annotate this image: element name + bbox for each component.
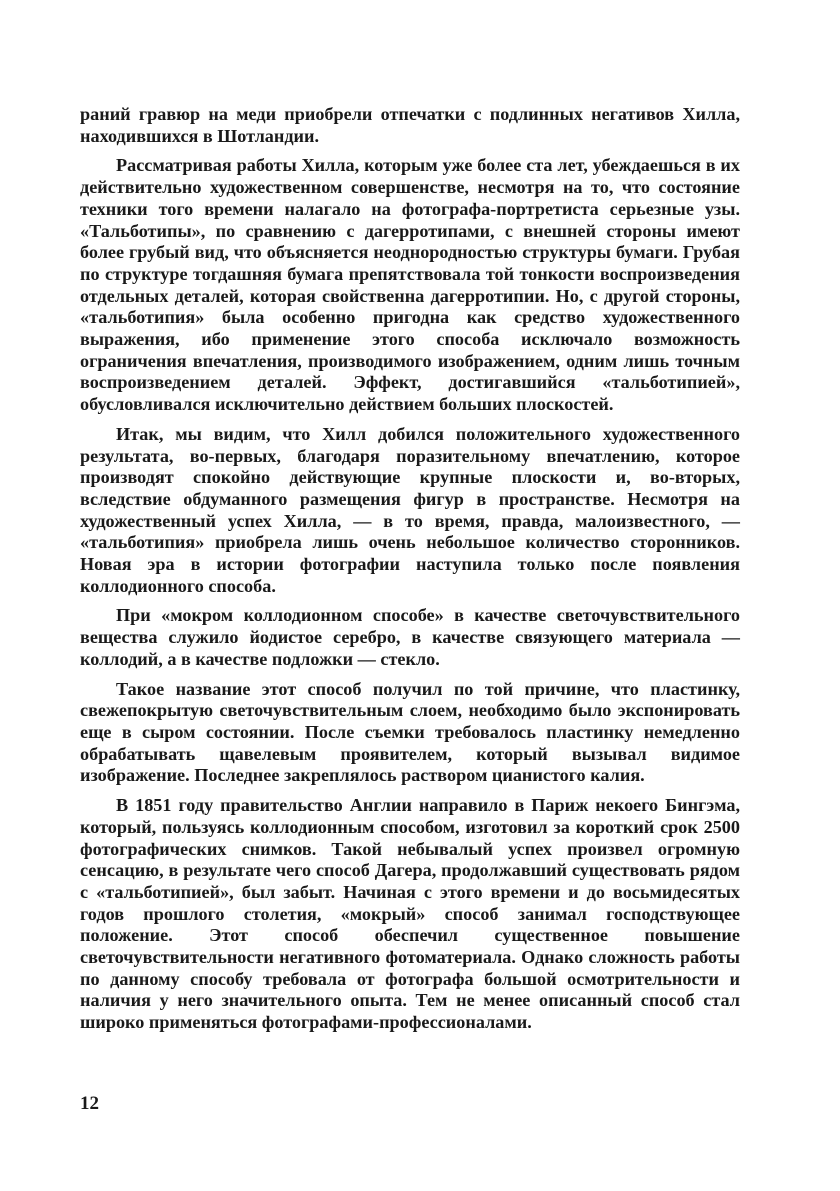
paragraph-hill-works: Рассматривая работы Хилла, которым уже более ста лет, убеждаешься в их действительно художественном совершенстве, несмотря на то, что состояние техники того времени налагало на фотографа-портретиста серьезные узы. «Тальботипы», по сравнению с дагерротипами, с внешней стороны имеют более грубый вид, что объясняется неоднородностью структуры бумаги. Грубая по структуре тогдашняя бумага препятствовала той тонкости воспроизведения отдельных деталей, которая свойственна дагерротипии. Но, с другой стороны, «тальботипия» была особенно пригодна как средство художественного выражения, ибо применение этого способа исключало возможность ограничения впечатления, производимого изображением, одним лишь точным воспроизведением деталей. Эффект, достигавшийся «тальботипией», обусловливался исключительно действием больших плоскостей. [80,155,740,415]
body-text [80,104,740,1042]
paragraph-continuation: раний гравюр на меди приобрели отпечатки с подлинных негативов Хилла, находившихся в Шотландии. [80,104,740,146]
page-number: 12 [80,1093,99,1114]
paragraph-name-origin: Такое название этот способ получил по той причине, что пластинку, свежепокрытую светочувствительным слоем, необходимо было экспонировать еще в сыром состоянии. После съемки требовалось пластинку немедленно обрабатывать щавелевым проявителем, который вызывал видимое изображение. Последнее закреплялось раствором цианистого калия. [80,678,740,786]
paragraph-1851: В 1851 году правительство Англии направило в Париж некоего Бингэма, который, пользуясь коллодионным способом, изготовил за короткий срок 2500 фотографических снимков. Такой небывалый успех произвел огромную сенсацию, в результате чего способ Дагера, продолжавший существовать рядом с «тальботипией», был забыт. Начиная с этого времени и до восьмидесятых годов прошлого столетия, «мокрый» способ занимал господствующее положение. Этот способ обеспечил существенное повышение светочувствительности негативного фотоматериала. Однако сложность работы по данному способу требовала от фотографа большой осмотрительности и наличия у него значительного опыта. Тем не менее описанный способ стал широко применяться фотографами-профессионалами. [80,795,740,1033]
paragraph-hill-result: Итак, мы видим, что Хилл добился положительного художественного результата, во-первых, благодаря поразительному впечатлению, которое производят спокойно действующие крупные плоскости и, во-вторых, вследствие обдуманного размещения фигур в пространстве. Несмотря на художественный успех Хилла, — в то время, правда, малоизвестного, — «тальботипия» приобрела лишь очень небольшое количество сторонников. Новая эра в истории фотографии наступила только после появления коллодионного способа. [80,423,740,596]
paragraph-wet-collodion: При «мокром коллодионном способе» в качестве светочувствительного вещества служило йодистое серебро, в качестве связующего материала — коллодий, а в качестве подложки — стекло. [80,605,740,669]
